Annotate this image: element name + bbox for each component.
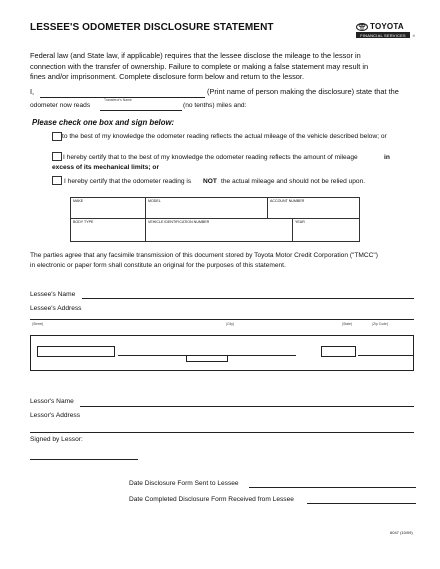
option-actual-mileage-text: to the best of my knowledge the odometer reading reflects the actual mileage of the vehicle described below; or <box>62 133 387 140</box>
lessor-address-line[interactable] <box>30 432 414 433</box>
street-caption: (Street) <box>32 322 44 326</box>
lessor-address-label: Lessor's Address <box>30 412 81 419</box>
year-label: YEAR <box>295 220 305 224</box>
miles-label: (no tenths) miles and: <box>183 102 247 109</box>
option-not-emphasis: NOT <box>203 178 217 185</box>
option-not-actual-continued: the actual mileage and should not be relied upon. <box>221 178 366 185</box>
city-sub-input[interactable] <box>186 355 228 362</box>
intro-paragraph <box>30 51 420 83</box>
intro-line: fines and/or imprisonment. Complete disclosure form below and return to the lessor. <box>30 72 304 81</box>
option-exceeds-limits-text: I hereby certify that to the best of my knowledge the odometer reading reflects the amount of mileage <box>63 154 358 161</box>
zip-caption: (Zip Code) <box>372 322 389 326</box>
check-instruction-heading: Please check one box and sign below: <box>32 118 175 127</box>
odometer-label: odometer now reads <box>30 102 91 109</box>
toyota-logo <box>356 22 415 38</box>
agreement-paragraph <box>30 251 430 271</box>
account-number-label: ACCOUNT NUMBER <box>270 199 305 203</box>
state-input[interactable] <box>321 346 356 357</box>
i-label: I, <box>30 87 35 96</box>
toyota-emblem-icon <box>356 23 368 31</box>
intro-line: connection with the transfer of ownership. Failure to complete or making a false statement may result in <box>30 61 369 71</box>
body-type-label: BODY TYPE <box>73 220 94 224</box>
zip-input[interactable] <box>358 355 413 356</box>
city-caption: (City) <box>226 322 235 326</box>
make-cell[interactable] <box>71 198 146 219</box>
option-not-actual-text: I hereby certify that the odometer reading is <box>64 178 192 185</box>
lessee-address-label: Lessee's Address <box>30 305 82 312</box>
actual-mileage-checkbox[interactable] <box>52 132 62 141</box>
agreement-line: in electronic or paper form shall constitute an original for the purposes of this statement. <box>30 262 286 269</box>
date-received-label: Date Completed Disclosure Form Received from Lessee <box>129 496 294 503</box>
state-caption: (State) <box>342 322 353 326</box>
intro-line: Federal law (and State law, if applicable) requires that the lessee disclose the mileage to the lessor in <box>30 51 361 60</box>
vehicle-info-table <box>70 197 360 242</box>
lessee-name-field[interactable] <box>82 298 414 299</box>
transferor-name-caption: Transferor's Name <box>104 97 132 102</box>
page-title: LESSEE'S ODOMETER DISCLOSURE STATEMENT <box>30 22 274 33</box>
lessee-address-line[interactable] <box>30 319 414 320</box>
account-number-cell[interactable] <box>268 198 359 219</box>
logo-wordmark: TOYOTA <box>370 22 404 31</box>
street-input[interactable] <box>37 346 115 357</box>
lessor-signature-line[interactable] <box>30 459 138 460</box>
option-exceeds-limits-continued: excess of its mechanical limits; or <box>52 164 160 171</box>
model-label: MODEL <box>148 199 161 203</box>
date-received-field[interactable] <box>307 503 416 504</box>
vin-label: VEHICLE IDENTIFICATION NUMBER <box>148 220 210 224</box>
lessor-name-label: Lessor's Name <box>30 398 74 405</box>
date-sent-label: Date Disclosure Form Sent to Lessee <box>129 480 239 487</box>
exceeds-limits-checkbox[interactable] <box>52 152 62 161</box>
lessor-name-field[interactable] <box>80 406 414 407</box>
odometer-reading-field[interactable] <box>100 110 182 111</box>
not-actual-mileage-checkbox[interactable] <box>52 176 62 185</box>
logo-subtitle: FINANCIAL SERVICES <box>356 32 410 38</box>
form-number: 6047 (10/09) <box>390 530 413 535</box>
signed-by-lessor-label: Signed by Lessor: <box>30 436 83 443</box>
model-cell[interactable] <box>146 198 268 219</box>
year-cell[interactable] <box>293 219 359 241</box>
vin-cell[interactable] <box>146 219 293 241</box>
date-sent-field[interactable] <box>249 487 416 488</box>
make-label: MAKE <box>73 199 84 203</box>
agreement-line: The parties agree that any facsimile transmission of this document stored by Toyota Motor Credit Corporation ("TMCC") <box>30 252 378 259</box>
print-name-instruction: (Print name of person making the disclosure) state that the <box>207 87 399 96</box>
lessee-name-label: Lessee's Name <box>30 291 76 298</box>
registered-mark: ® <box>412 34 415 38</box>
option-exceeds-in: in <box>384 154 390 161</box>
body-type-cell[interactable] <box>71 219 146 241</box>
